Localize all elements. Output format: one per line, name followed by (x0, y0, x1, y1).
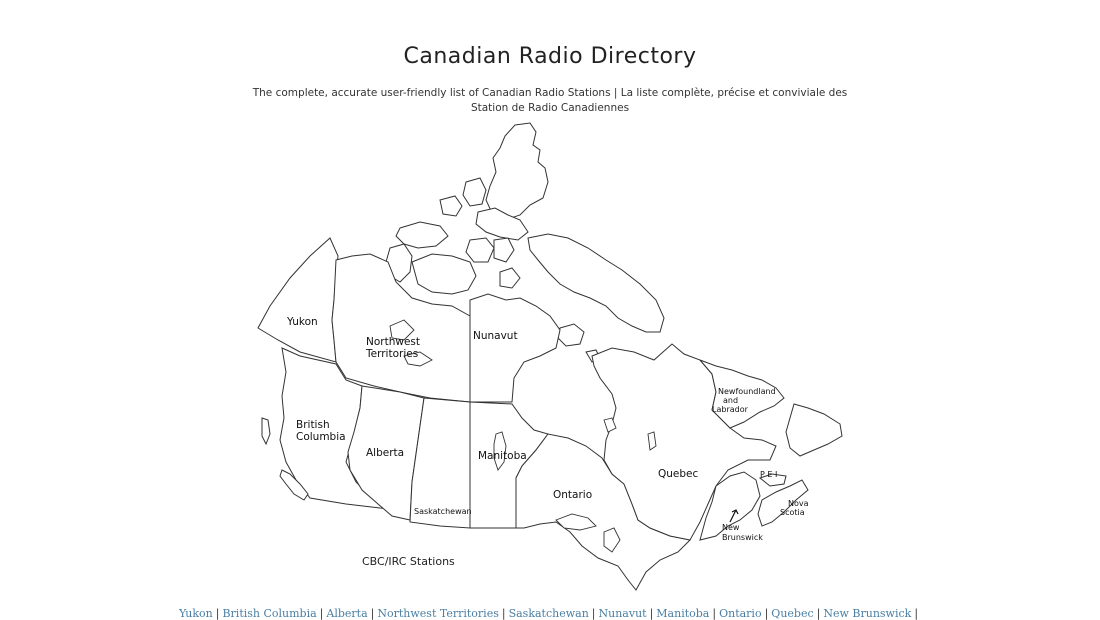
label-pei[interactable]: P E I (760, 470, 778, 479)
region-yukon[interactable] (258, 238, 338, 362)
link-new-brunswick[interactable]: New Brunswick (823, 607, 912, 620)
link-quebec[interactable]: Quebec (771, 607, 814, 620)
link-yukon[interactable]: Yukon (178, 607, 213, 620)
link-british-columbia[interactable]: British Columbia (222, 607, 317, 620)
link-separator: | (914, 607, 919, 620)
label-quebec[interactable]: Quebec (658, 468, 699, 480)
axel-heiberg-island[interactable] (463, 178, 486, 206)
label-british-columbia-1[interactable]: British (296, 419, 330, 431)
region-newfoundland-island[interactable] (786, 404, 842, 456)
link-nunavut[interactable]: Nunavut (598, 607, 647, 620)
page-subtitle: The complete, accurate user-friendly list of Canadian Radio Stations | La liste complète, précise et conviviale des Station de Radio Canadiennes (252, 87, 848, 114)
link-separator: | (370, 607, 375, 620)
somerset-island[interactable] (494, 238, 514, 262)
label-nova-scotia-2[interactable]: Scotia (780, 508, 805, 517)
label-alberta[interactable]: Alberta (366, 447, 405, 459)
label-northwest-territories-1[interactable]: Northwest (366, 336, 421, 348)
province-links (0, 607, 1100, 620)
region-nunavut[interactable] (470, 294, 560, 402)
link-manitoba[interactable]: Manitoba (656, 607, 710, 620)
label-newfoundland-labrador-2[interactable]: and (723, 396, 739, 405)
link-separator: | (591, 607, 596, 620)
label-ontario[interactable]: Ontario (553, 489, 593, 501)
label-british-columbia-2[interactable]: Columbia (296, 431, 346, 443)
label-nunavut[interactable]: Nunavut (473, 330, 518, 342)
label-northwest-territories-2[interactable]: Territories (366, 348, 419, 360)
link-ontario[interactable]: Ontario (719, 607, 762, 620)
link-separator: | (764, 607, 769, 620)
label-new-brunswick-2[interactable]: Brunswick (722, 533, 763, 542)
haida-gwaii[interactable] (262, 418, 270, 444)
ellesmere-island[interactable] (486, 123, 548, 220)
label-newfoundland-labrador-3[interactable]: Labrador (712, 405, 748, 414)
label-yukon[interactable]: Yukon (287, 316, 318, 328)
southampton-island[interactable] (558, 324, 584, 346)
ringnes-island[interactable] (440, 196, 462, 216)
link-separator: | (816, 607, 821, 620)
prince-of-wales-island[interactable] (466, 238, 494, 262)
label-saskatchewan[interactable]: Saskatchewan (414, 507, 472, 516)
label-manitoba[interactable]: Manitoba (478, 450, 527, 462)
link-separator: | (319, 607, 324, 620)
victoria-island[interactable] (412, 254, 476, 294)
link-northwest-territories[interactable]: Northwest Territories (377, 607, 499, 620)
link-separator: | (649, 607, 654, 620)
link-alberta[interactable]: Alberta (326, 607, 368, 620)
label-new-brunswick-1[interactable]: New (722, 523, 740, 532)
link-saskatchewan[interactable]: Saskatchewan (508, 607, 589, 620)
link-separator: | (501, 607, 506, 620)
link-separator: | (712, 607, 717, 620)
cbc-irc-stations-link[interactable]: CBC/IRC Stations (362, 555, 455, 568)
page-title: Canadian Radio Directory (403, 44, 697, 69)
king-william-island[interactable] (500, 268, 520, 288)
label-newfoundland-labrador-1[interactable]: Newfoundland (718, 387, 776, 396)
link-separator: | (215, 607, 220, 620)
label-nova-scotia-1[interactable]: Nova (788, 499, 809, 508)
